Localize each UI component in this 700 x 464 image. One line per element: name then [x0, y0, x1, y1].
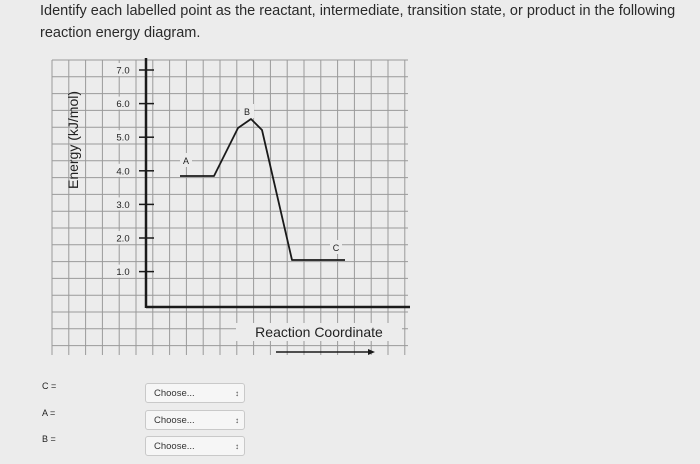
y-tick-label: 2.0	[116, 233, 130, 245]
choose-select-b[interactable]	[145, 436, 245, 456]
point-label-b: B	[243, 107, 251, 117]
y-tick-label: 4.0	[116, 166, 130, 178]
answer-label-a: A =	[42, 408, 56, 418]
point-label-a: A	[182, 156, 190, 166]
y-tick-label: 6.0	[116, 99, 130, 111]
x-axis-label: Reaction Coordinate	[255, 324, 383, 340]
y-axis-label: Energy (kJ/mol)	[65, 90, 81, 190]
select-value-b: Choose...	[154, 440, 195, 452]
y-tick-label: 7.0	[116, 65, 130, 77]
question-text: Identify each labelled point as the reactant, intermediate, transition state, or product in the following reaction energy diagram.	[40, 3, 676, 41]
choose-select-a[interactable]	[145, 410, 245, 430]
choose-select-c[interactable]	[145, 383, 245, 403]
answer-label-b: B =	[42, 434, 56, 444]
y-tick-label: 5.0	[116, 132, 130, 144]
diagram-grid	[52, 60, 408, 355]
point-label-c: C	[332, 243, 340, 253]
energy-curve	[180, 119, 345, 260]
answer-label-c: C =	[42, 381, 57, 391]
chevron-updown-icon: ↕	[235, 441, 239, 451]
chevron-updown-icon: ↕	[235, 388, 239, 398]
y-tick-label: 3.0	[116, 199, 130, 211]
y-tick-label: 1.0	[116, 267, 130, 279]
select-value-a: Choose...	[154, 414, 195, 426]
chevron-updown-icon: ↕	[235, 415, 239, 425]
select-value-c: Choose...	[154, 387, 195, 399]
